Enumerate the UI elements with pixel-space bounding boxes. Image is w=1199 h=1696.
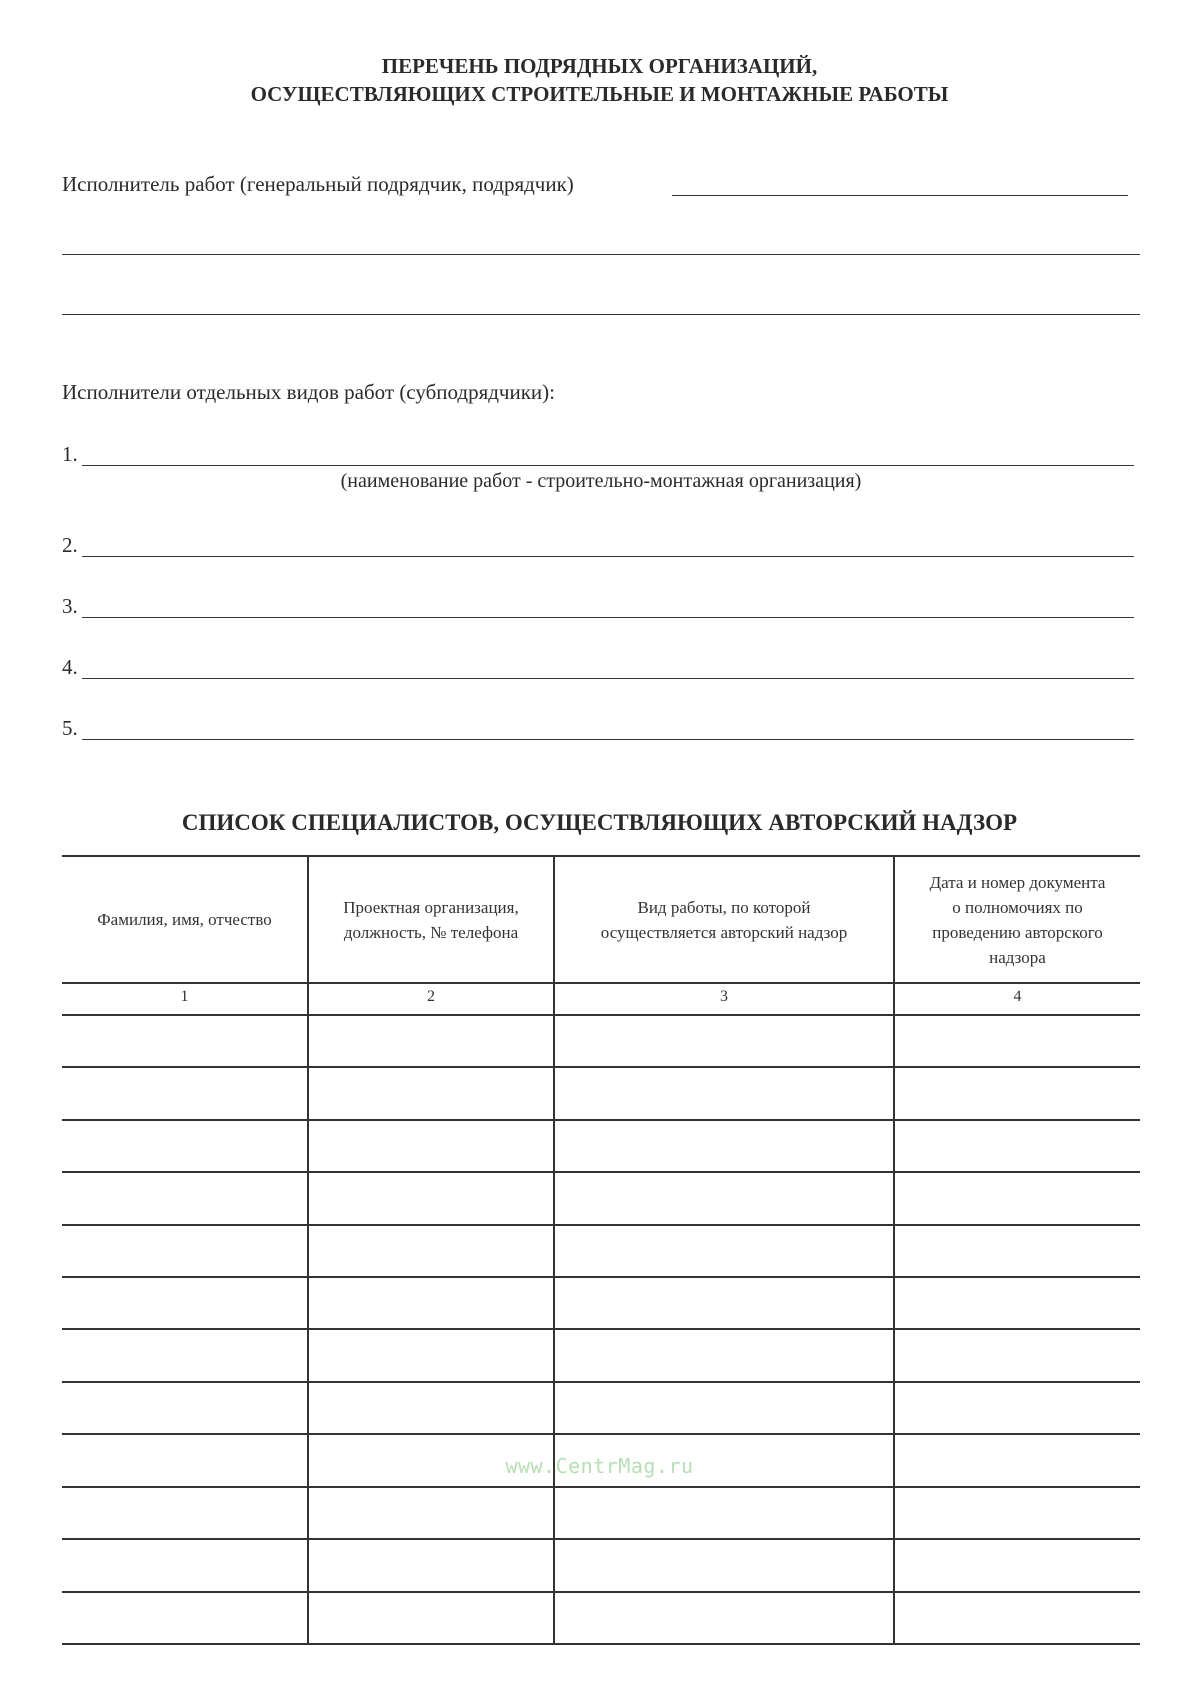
- table-number-rule: [62, 1014, 1140, 1016]
- contractor-field-line-1[interactable]: [672, 195, 1128, 196]
- contractor-field-line-2[interactable]: [62, 254, 1140, 255]
- column-header-full-name: [62, 857, 307, 982]
- table-bottom-rule: [62, 1643, 1140, 1645]
- subcontractor-number: 5.: [62, 716, 78, 740]
- subcontractor-field-5[interactable]: [82, 739, 1134, 740]
- table-row-rule: [62, 1276, 1140, 1278]
- column-number: 3: [720, 988, 728, 1005]
- subcontractor-number: 2.: [62, 533, 78, 557]
- column-header-document: [895, 857, 1140, 982]
- column-header-text: Проектная организация, должность, № телефона: [343, 897, 519, 942]
- table-row-rule: [62, 1381, 1140, 1383]
- column-header-text: Дата и номер документа о полномочиях по проведению авторского надзора: [929, 872, 1106, 967]
- column-header-text: Фамилия, имя, отчество: [97, 910, 272, 929]
- column-header-organization: [309, 857, 553, 982]
- subcontractor-field-1[interactable]: [82, 465, 1134, 466]
- subcontractor-field-2[interactable]: [82, 556, 1134, 557]
- table-row-rule: [62, 1066, 1140, 1068]
- column-header-text: Вид работы, по которой осуществляется авторский надзор: [600, 897, 848, 942]
- watermark: www.CentrMag.ru: [505, 1454, 694, 1478]
- subcontractor-number: 1.: [62, 442, 78, 466]
- table-row-rule: [62, 1328, 1140, 1330]
- table-header-rule: [62, 982, 1140, 984]
- table-row-rule: [62, 1433, 1140, 1435]
- document-title-line-1: ПЕРЕЧЕНЬ ПОДРЯДНЫХ ОРГАНИЗАЦИЙ,: [381, 54, 818, 78]
- table-row-rule: [62, 1119, 1140, 1121]
- subcontractor-number: 4.: [62, 655, 78, 679]
- column-number: 1: [180, 988, 189, 1005]
- supervision-title: СПИСОК СПЕЦИАЛИСТОВ, ОСУЩЕСТВЛЯЮЩИХ АВТОРСКИЙ НАДЗОР: [181, 810, 1018, 835]
- column-number: 4: [1013, 988, 1022, 1005]
- subcontractors-label: Исполнители отдельных видов работ (субподрядчики):: [62, 380, 555, 404]
- table-row-rule: [62, 1538, 1140, 1540]
- column-header-work-type: [555, 857, 893, 982]
- table-row-rule: [62, 1171, 1140, 1173]
- contractor-field-line-3[interactable]: [62, 314, 1140, 315]
- subcontractor-caption: (наименование работ - строительно-монтажная организация): [340, 470, 862, 492]
- table-row-rule: [62, 1224, 1140, 1226]
- table-row-rule: [62, 1591, 1140, 1593]
- subcontractor-number: 3.: [62, 594, 78, 618]
- document-title-line-2: ОСУЩЕСТВЛЯЮЩИХ СТРОИТЕЛЬНЫЕ И МОНТАЖНЫЕ РАБОТЫ: [250, 82, 949, 106]
- contractor-label: Исполнитель работ (генеральный подрядчик, подрядчик): [62, 172, 574, 196]
- table-row-rule: [62, 1486, 1140, 1488]
- subcontractor-field-3[interactable]: [82, 617, 1134, 618]
- subcontractor-field-4[interactable]: [82, 678, 1134, 679]
- column-number: 2: [427, 988, 435, 1005]
